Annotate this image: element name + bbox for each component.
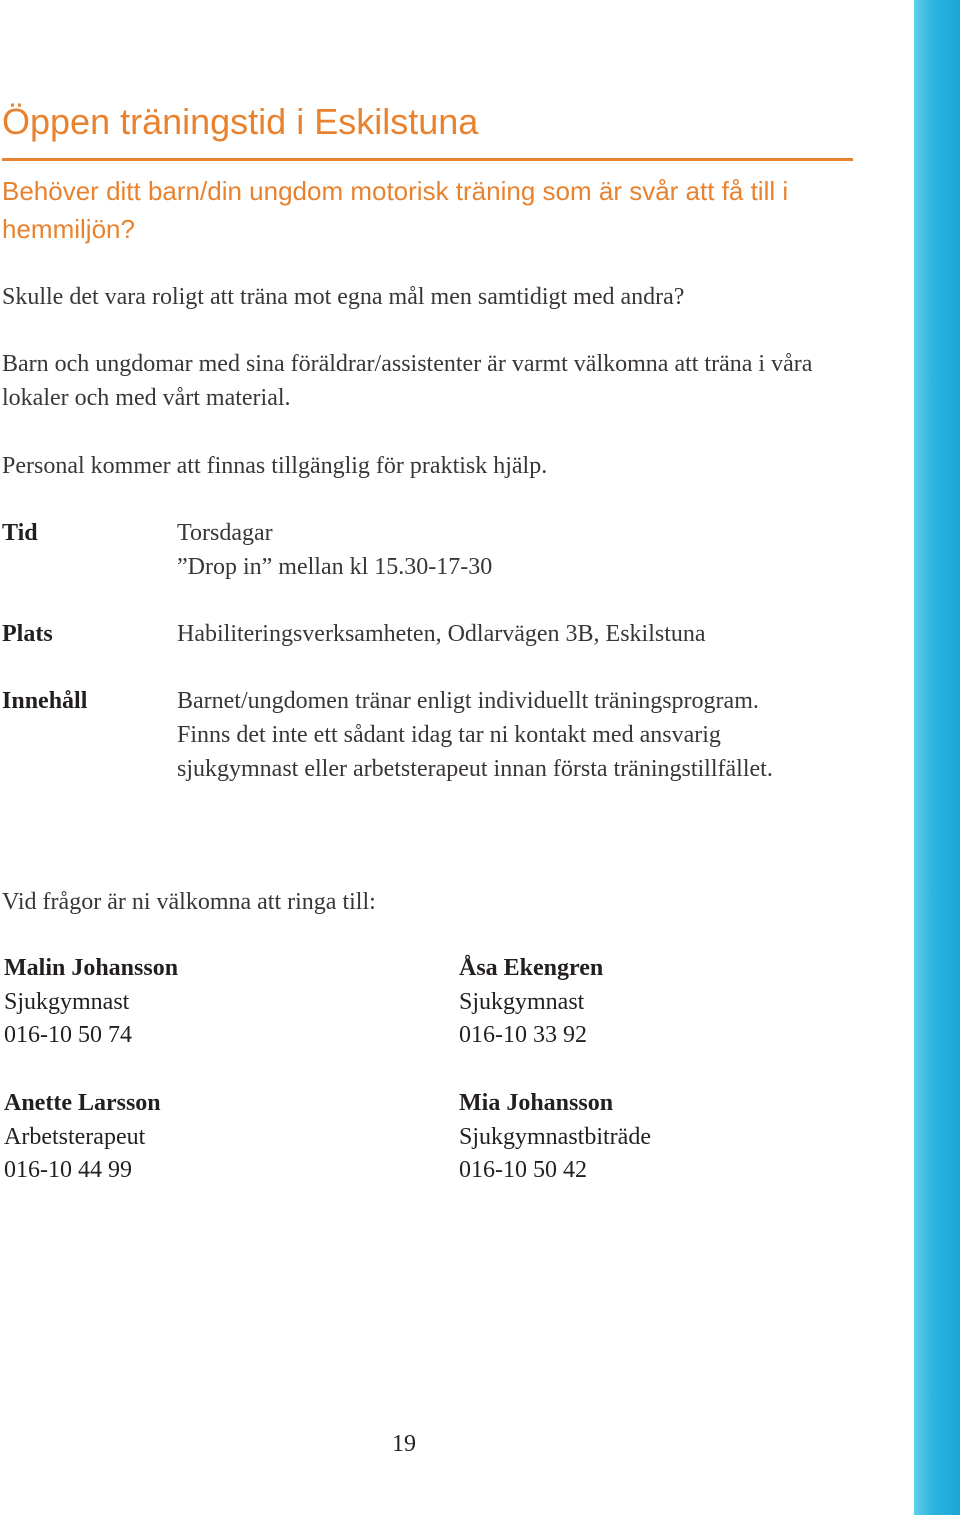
contact-name: Mia Johansson: [459, 1090, 614, 1116]
contact-role: Sjukgymnastbiträde: [459, 1123, 651, 1150]
contact-name: Anette Larsson: [4, 1090, 161, 1116]
contact-role: Sjukgymnast: [4, 988, 130, 1015]
contact-card: [4, 952, 178, 1053]
page-number: 19: [392, 1431, 416, 1457]
contact-role: Sjukgymnast: [459, 988, 585, 1015]
lead-question: Behöver ditt barn/din ungdom motorisk träning som är svår att få till i hemmiljön?: [2, 176, 789, 244]
contact-name: Åsa Ekengren: [459, 955, 604, 981]
content-value: Barnet/ungdomen tränar enligt individuellt träningsprogram. Finns det inte ett sådant idag tar ni kontakt med ansvarig sjukgymnast eller arbetsterapeut innan första träningstillfället.: [177, 688, 773, 782]
contact-phone: 016-10 33 92: [459, 1022, 587, 1048]
page-title: Öppen träningstid i Eskilstuna: [2, 101, 479, 142]
side-color-band: [914, 0, 960, 1515]
content-label: Innehåll: [2, 688, 88, 714]
place-label: Plats: [2, 621, 53, 647]
time-hours: ”Drop in” mellan kl 15.30-17-30: [177, 554, 493, 580]
contact-name: Malin Johansson: [4, 955, 179, 981]
contact-phone: 016-10 44 99: [4, 1157, 132, 1183]
contact-card: [4, 1087, 161, 1188]
paragraph-goals: Skulle det vara roligt att träna mot egna mål men samtidigt med andra?: [2, 284, 685, 310]
place-value: Habiliteringsverksamheten, Odlarvägen 3B, Eskilstuna: [177, 621, 706, 647]
time-day: Torsdagar: [177, 520, 273, 546]
contact-card: [459, 952, 603, 1053]
paragraph-staff: Personal kommer att finnas tillgänglig för praktisk hjälp.: [2, 453, 548, 479]
contact-intro: Vid frågor är ni välkomna att ringa till:: [2, 889, 376, 915]
contact-phone: 016-10 50 74: [4, 1022, 132, 1048]
contact-role: Arbetsterapeut: [4, 1123, 146, 1150]
paragraph-welcome: Barn och ungdomar med sina föräldrar/assistenter är varmt välkomna att träna i våra lokaler och med vårt material.: [2, 351, 813, 411]
contact-card: [459, 1087, 651, 1188]
time-label: Tid: [2, 520, 38, 546]
title-underline: [2, 158, 853, 161]
contact-phone: 016-10 50 42: [459, 1157, 587, 1183]
